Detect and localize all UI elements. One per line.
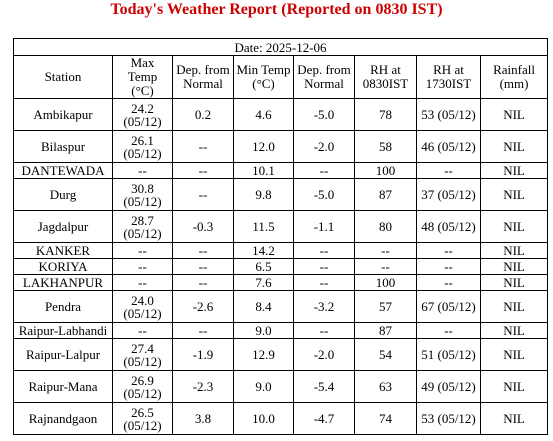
- dep-min-cell: -1.1: [294, 211, 355, 243]
- max-temp-cell: 26.1 (05/12): [113, 131, 173, 163]
- dep-min-cell: -2.0: [294, 339, 355, 371]
- rainfall-cell: NIL: [481, 275, 548, 291]
- dep-min-cell: -4.7: [294, 403, 355, 435]
- header-dep-max: Dep. from Normal: [173, 56, 234, 99]
- min-temp-cell: 9.8: [234, 179, 294, 211]
- rh-1730-cell: --: [417, 323, 481, 339]
- rainfall-cell: NIL: [481, 291, 548, 323]
- dep-max-cell: -1.9: [173, 339, 234, 371]
- max-temp-cell: 24.2 (05/12): [113, 99, 173, 131]
- dep-max-cell: 3.8: [173, 403, 234, 435]
- dep-max-cell: 0.2: [173, 99, 234, 131]
- rh-1730-cell: --: [417, 259, 481, 275]
- dep-min-cell: --: [294, 275, 355, 291]
- dep-max-cell: --: [173, 323, 234, 339]
- table-row: [14, 99, 548, 131]
- rh-1730-cell: --: [417, 163, 481, 179]
- min-temp-cell: 9.0: [234, 371, 294, 403]
- station-cell: Durg: [14, 179, 113, 211]
- dep-min-cell: --: [294, 323, 355, 339]
- max-temp-cell: 26.5 (05/12): [113, 403, 173, 435]
- dep-min-cell: --: [294, 163, 355, 179]
- min-temp-cell: 12.0: [234, 131, 294, 163]
- dep-min-cell: -5.0: [294, 179, 355, 211]
- station-cell: LAKHANPUR: [14, 275, 113, 291]
- rh-0830-cell: 63: [355, 371, 417, 403]
- rainfall-cell: NIL: [481, 259, 548, 275]
- min-temp-cell: 7.6: [234, 275, 294, 291]
- min-temp-cell: 11.5: [234, 211, 294, 243]
- max-temp-cell: 24.0 (05/12): [113, 291, 173, 323]
- max-temp-cell: 27.4 (05/12): [113, 339, 173, 371]
- rh-1730-cell: 49 (05/12): [417, 371, 481, 403]
- table-row: [14, 371, 548, 403]
- station-cell: Raipur-Labhandi: [14, 323, 113, 339]
- rainfall-cell: NIL: [481, 323, 548, 339]
- dep-max-cell: --: [173, 179, 234, 211]
- dep-min-cell: -5.0: [294, 99, 355, 131]
- max-temp-cell: --: [113, 259, 173, 275]
- min-temp-cell: 4.6: [234, 99, 294, 131]
- station-cell: Raipur-Lalpur: [14, 339, 113, 371]
- header-dep-min: Dep. from Normal: [294, 56, 355, 99]
- rh-0830-cell: 87: [355, 323, 417, 339]
- rh-1730-cell: --: [417, 275, 481, 291]
- table-row: [14, 243, 548, 259]
- min-temp-cell: 8.4: [234, 291, 294, 323]
- table-row: [14, 403, 548, 435]
- station-cell: KANKER: [14, 243, 113, 259]
- rh-1730-cell: 51 (05/12): [417, 339, 481, 371]
- rh-0830-cell: 54: [355, 339, 417, 371]
- table-row: [14, 163, 548, 179]
- min-temp-cell: 9.0: [234, 323, 294, 339]
- min-temp-cell: 10.1: [234, 163, 294, 179]
- dep-max-cell: --: [173, 163, 234, 179]
- weather-table: [13, 38, 548, 435]
- header-rh-0830: RH at 0830IST: [355, 56, 417, 99]
- dep-min-cell: -5.4: [294, 371, 355, 403]
- rh-0830-cell: 100: [355, 275, 417, 291]
- table-row: [14, 131, 548, 163]
- rainfall-cell: NIL: [481, 243, 548, 259]
- dep-max-cell: -2.3: [173, 371, 234, 403]
- station-cell: KORIYA: [14, 259, 113, 275]
- max-temp-cell: 28.7 (05/12): [113, 211, 173, 243]
- dep-max-cell: --: [173, 275, 234, 291]
- dep-min-cell: -3.2: [294, 291, 355, 323]
- rainfall-cell: NIL: [481, 211, 548, 243]
- table-row: [14, 275, 548, 291]
- rh-0830-cell: 58: [355, 131, 417, 163]
- table-row: [14, 179, 548, 211]
- max-temp-cell: --: [113, 323, 173, 339]
- rh-0830-cell: 80: [355, 211, 417, 243]
- max-temp-cell: 26.9 (05/12): [113, 371, 173, 403]
- dep-max-cell: -0.3: [173, 211, 234, 243]
- header-rh-1730: RH at 1730IST: [417, 56, 481, 99]
- rainfall-cell: NIL: [481, 403, 548, 435]
- dep-max-cell: --: [173, 259, 234, 275]
- header-rainfall: Rainfall (mm): [481, 56, 548, 99]
- rh-0830-cell: 87: [355, 179, 417, 211]
- table-row: [14, 211, 548, 243]
- station-cell: Bilaspur: [14, 131, 113, 163]
- min-temp-cell: 6.5: [234, 259, 294, 275]
- rainfall-cell: NIL: [481, 163, 548, 179]
- max-temp-cell: --: [113, 163, 173, 179]
- rh-0830-cell: 78: [355, 99, 417, 131]
- rainfall-cell: NIL: [481, 131, 548, 163]
- station-cell: Raipur-Mana: [14, 371, 113, 403]
- dep-min-cell: -2.0: [294, 131, 355, 163]
- min-temp-cell: 10.0: [234, 403, 294, 435]
- table-row: [14, 259, 548, 275]
- rh-1730-cell: 37 (05/12): [417, 179, 481, 211]
- table-row: [14, 339, 548, 371]
- table-row: [14, 291, 548, 323]
- report-title: Today's Weather Report (Reported on 0830 IST): [110, 1, 443, 18]
- header-row: [14, 56, 548, 99]
- station-cell: DANTEWADA: [14, 163, 113, 179]
- dep-max-cell: -2.6: [173, 291, 234, 323]
- rh-1730-cell: 53 (05/12): [417, 403, 481, 435]
- rh-1730-cell: --: [417, 243, 481, 259]
- table-body: [14, 99, 548, 435]
- max-temp-cell: --: [113, 275, 173, 291]
- header-min-temp: Min Temp (°C): [234, 56, 294, 99]
- header-max-temp: Max Temp (°C): [113, 56, 173, 99]
- rainfall-cell: NIL: [481, 371, 548, 403]
- table-row: [14, 323, 548, 339]
- rh-0830-cell: --: [355, 243, 417, 259]
- station-cell: Rajnandgaon: [14, 403, 113, 435]
- dep-min-cell: --: [294, 259, 355, 275]
- min-temp-cell: 12.9: [234, 339, 294, 371]
- rh-0830-cell: 74: [355, 403, 417, 435]
- date-row: [14, 39, 548, 56]
- station-cell: Ambikapur: [14, 99, 113, 131]
- dep-max-cell: --: [173, 131, 234, 163]
- max-temp-cell: 30.8 (05/12): [113, 179, 173, 211]
- rh-1730-cell: 48 (05/12): [417, 211, 481, 243]
- rh-1730-cell: 67 (05/12): [417, 291, 481, 323]
- rh-1730-cell: 46 (05/12): [417, 131, 481, 163]
- rh-0830-cell: --: [355, 259, 417, 275]
- rainfall-cell: NIL: [481, 339, 548, 371]
- rh-1730-cell: 53 (05/12): [417, 99, 481, 131]
- rh-0830-cell: 100: [355, 163, 417, 179]
- dep-max-cell: --: [173, 243, 234, 259]
- dep-min-cell: --: [294, 243, 355, 259]
- max-temp-cell: --: [113, 243, 173, 259]
- station-cell: Pendra: [14, 291, 113, 323]
- header-station: Station: [14, 56, 113, 99]
- report-date: Date: 2025-12-06: [14, 39, 548, 56]
- rh-0830-cell: 57: [355, 291, 417, 323]
- min-temp-cell: 14.2: [234, 243, 294, 259]
- rainfall-cell: NIL: [481, 179, 548, 211]
- station-cell: Jagdalpur: [14, 211, 113, 243]
- rainfall-cell: NIL: [481, 99, 548, 131]
